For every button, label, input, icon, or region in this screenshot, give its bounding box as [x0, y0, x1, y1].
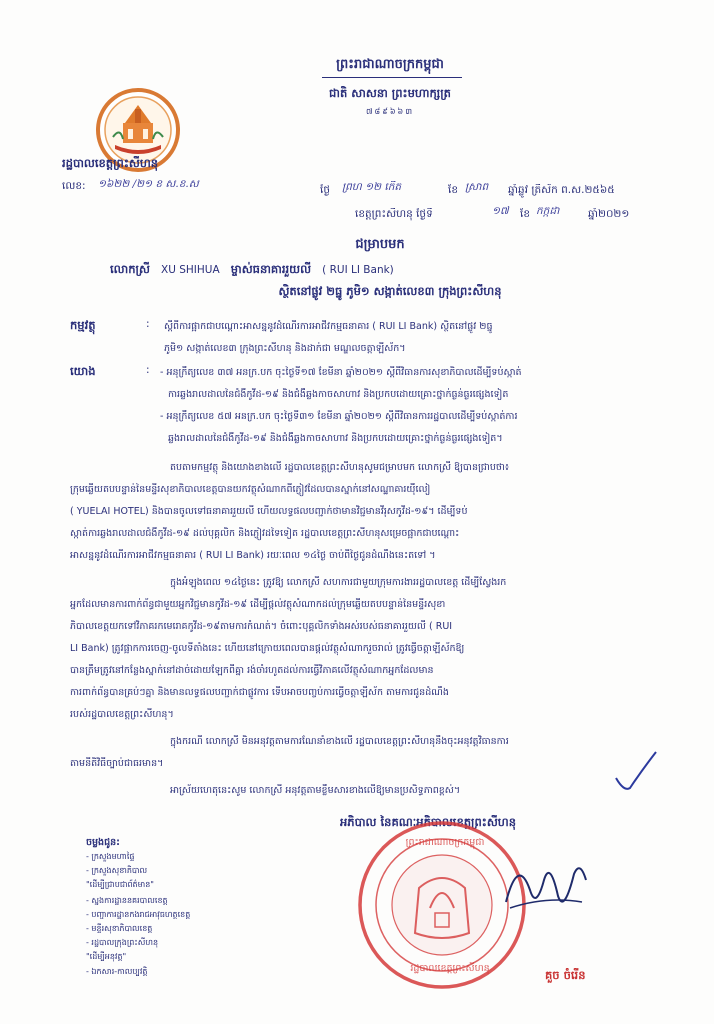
- body-p1-line-4: ស្កាត់ការឆ្លងរាលដាលជំងឺកូវីដ-១៩ ដល់បុគ្គលិក និងភ្ញៀវដទៃទៀត រដ្ឋបាលខេត្តព្រះសីហនុសម្រេចផ្អាកជាបណ្តោះ: [70, 528, 460, 539]
- body-p1-line-1: តបតាមកម្មវត្ថុ និងយោងខាងលើ រដ្ឋបាលខេត្តព្រះសីហនុសូមជម្រាបមក លោកស្រី ឱ្យបានជ្រាបថា៖: [170, 462, 510, 473]
- cc-title: ចម្លងជូន:: [86, 837, 120, 848]
- reference-heading: យោង: [70, 364, 96, 378]
- solar-date-prefix: ខេត្តព្រះសីហនុ ថ្ងៃទី: [355, 208, 433, 220]
- cc-item-6: - មន្ទីរសុខាភិបាលខេត្ត: [86, 924, 153, 933]
- header-ornament: ៧៨៩៦៦៣: [365, 107, 415, 116]
- solar-year: ឆ្នាំ២០២១: [588, 208, 630, 220]
- national-motto: ជាតិ សាសនា ព្រះមហាក្សត្រ: [329, 86, 451, 100]
- body-p2-line-1: ក្នុងអំឡុងពេល ១៤ថ្ងៃនេះ ត្រូវឱ្យ លោកស្រី សហការជាមួយក្រុមការងាររដ្ឋបាលខេត្ត ដើម្បីស្វែងរក: [170, 577, 507, 588]
- reference-number: ១៦២២ /២១ ខ ស.ខ.ស: [98, 178, 199, 190]
- reference-item-2-line-1: - អនុក្រឹត្យលេខ ៥៧ អនក្រ.បក ចុះថ្ងៃទី៣១ ខែមីនា ឆ្នាំ២០២១ ស្តីពីវិធានការរដ្ឋបាលដើម្បីទប់ស្កាត់ការ: [160, 411, 518, 422]
- body-p1-line-2: ក្រុមឆ្លើយតបបន្ទាន់នៃមន្ទីរសុខាភិបាលខេត្តបានយកវត្ថុសំណាកពីភ្ញៀវដែលបានស្នាក់នៅសណ្ឋាគារយ៉ឺលៀ: [70, 484, 431, 495]
- cc-item-2: - ក្រសួងសុខាភិបាល: [86, 866, 148, 875]
- subject-line-2: ភូមិ១ សង្កាត់លេខ៣ ក្រុងព្រះសីហនុ និងដាក់ជា មណ្ឌលចត្តាឡីស័ក។: [164, 343, 406, 354]
- reference-item-1-line-1: - អនុក្រឹត្យលេខ ៣៧ អនក្រ.បក ចុះថ្ងៃទី១៧ ខែមីនា ឆ្នាំ២០២១ ស្តីពីវិធានការសុខាភិបាលដើម្បីទប់ស្កាត់: [160, 367, 522, 378]
- cc-item-3: "ដើម្បីជ្រាបជាព័ត៌មាន": [86, 880, 154, 889]
- subject-label: កម្មវត្ថុ: [70, 318, 96, 332]
- cc-item-4: - ស្នងការដ្ឋាននគរបាលខេត្ត: [86, 896, 168, 905]
- solar-month-handwritten: កក្កដា: [536, 205, 560, 217]
- body-p2-line-2: អ្នកដែលមានការពាក់ព័ន្ធជាមួយអ្នកវិជ្ជមានកូវីដ-១៩ ដើម្បីផ្តល់វត្ថុសំណាកដល់ក្រុមឆ្លើយតបបន្ទាន់នៃមន្ទីរសុខា: [70, 599, 446, 610]
- body-p1-line-5: អាសន្ននូវដំណើរការអាជីវកម្មធនាគារ ( RUI LI Bank) រយៈពេល ១៤ថ្ងៃ ចាប់ពីថ្ងៃជូនដំណឹងនេះតទៅ ។: [70, 550, 436, 561]
- recipient-bank: ( RUI LI Bank): [322, 264, 394, 276]
- cc-item-1: - ក្រសួងមហាផ្ទៃ: [86, 852, 135, 861]
- cc-item-8: "ដើម្បីអនុវត្ត": [86, 952, 127, 961]
- notice-heading: ជម្រាបមក: [355, 237, 405, 252]
- body-p4: អាស្រ័យហេតុនេះសូម លោកស្រី អនុវត្តតាមខ្លឹមសារខាងលើឱ្យមានប្រសិទ្ធភាពខ្ពស់។: [170, 785, 461, 796]
- lunar-date-handwritten: ព្រហ ១២ កើត: [342, 181, 402, 193]
- stamp-bottom-text: រដ្ឋបាលខេត្តព្រះសីហនុ: [410, 963, 490, 974]
- body-p2-line-7: របស់រដ្ឋបាលខេត្តព្រះសីហនុ។: [70, 709, 174, 720]
- stamp-top-text: ព្រះរាជាណាចក្រកម្ពុជា: [405, 837, 485, 848]
- reference-label: លេខ:: [62, 180, 86, 192]
- lunar-date-prefix: ថ្ងៃ: [320, 184, 330, 196]
- solar-month-label: ខែ: [520, 208, 530, 220]
- kingdom-underline: [322, 77, 462, 78]
- recipient-line: [110, 258, 670, 278]
- lunar-month-handwritten: ស្រាព: [465, 181, 489, 193]
- body-p2-line-3: ភិបាលខេត្តយកទៅវិភាគរកមេរោគកូវីដ-១៩តាមការកំណត់។ ចំពោះបុគ្គលិកទាំងអស់របស់ធនាគាររួយលី ( RUI: [70, 621, 453, 632]
- body-p2-line-5: បានត្រឹមត្រូវនៅកន្លែងស្នាក់នៅដាច់ដោយឡែកពីគ្នា រង់ចាំរហូតដល់ការធ្វើវិភាគលើវត្ថុសំណាកអ្នកដែលមាន: [70, 665, 434, 676]
- administration-name: រដ្ឋបាលខេត្តព្រះសីហនុ: [62, 156, 159, 170]
- recipient-address: ស្ថិតនៅផ្លូវ ២ធ្នូ ភូមិ១ សង្កាត់លេខ៣ ក្រុងព្រះសីហនុ: [278, 284, 502, 298]
- reference-colon: :: [146, 364, 150, 376]
- lunar-month-label: ខែ: [448, 184, 458, 196]
- handwritten-signature-icon: [500, 850, 590, 920]
- signatory-title: អភិបាល នៃគណៈអភិបាលខេត្តព្រះសីហនុ: [340, 815, 517, 829]
- subject-colon: :: [146, 318, 150, 330]
- lunar-date-suffix: ឆ្នាំឆ្លូវ ត្រីស័ក ព.ស.២៥៦៥: [508, 184, 615, 196]
- body-p2-line-4: LI Bank) ត្រូវផ្អាកការចេញ-ចូលទីតាំងនេះ ហើយនៅក្រោយពេលបានផ្តល់វត្ថុសំណាករួចរាល់ ត្រូវធ្វើចត្តាឡីស័កឱ្យ: [70, 643, 465, 654]
- body-p1-line-3: ( YUELAI HOTEL) និងបានចូលទៅធនាគាររួយលី ហើយលទ្ធផលបញ្ជាក់ថាមានវិជ្ជមានវីរុសកូវីដ-១៩។ ដើម្បីទប់: [70, 506, 468, 517]
- cc-item-5: - បញ្ជាការដ្ឋានកងរាជអាវុធហត្ថខេត្ត: [86, 910, 191, 919]
- solar-day-handwritten: ១៧: [492, 205, 509, 217]
- reference-item-1-line-2: ការឆ្លងរាលដាលនៃជំងឺកូវីដ-១៩ និងជំងឺឆ្លងកាចសាហាវ និងប្រកបដោយគ្រោះថ្នាក់ធ្ងន់ធ្ងរផ្សេងទៀត: [168, 389, 509, 400]
- kingdom-heading: ព្រះរាជាណាចក្រកម្ពុជា: [336, 57, 444, 72]
- cc-item-7: - រដ្ឋបាលក្រុងព្រះសីហនុ: [86, 938, 159, 947]
- recipient-name: XU SHIHUA: [161, 264, 220, 276]
- handwritten-check-icon: [612, 748, 660, 798]
- subject-line-1: ស្តីពីការផ្អាកជាបណ្តោះអាសន្ននូវដំណើរការអាជីវកម្មធនាគារ ( RUI LI Bank) ស្ថិតនៅផ្លូវ ២ធ្នូ: [164, 321, 493, 332]
- recipient-title: លោកស្រី: [110, 262, 150, 276]
- body-p3-line-2: តាមនីតិវិធីច្បាប់ជាធរមាន។: [70, 758, 164, 769]
- recipient-role: ម្ចាស់ធនាគាររួយលី: [230, 262, 312, 276]
- body-p2-line-6: ការពាក់ព័ន្ធបានគ្រប់ៗគ្នា និងមានលទ្ធផលបញ្ជាក់ជាផ្លូវការ ទើបអាចបញ្ចប់ការធ្វើចត្តាឡីស័ក តាមការជូនដំណឹង: [70, 687, 449, 698]
- body-p3-line-1: ក្នុងករណី លោកស្រី មិនអនុវត្តតាមការណែនាំខាងលើ រដ្ឋបាលខេត្តព្រះសីហនុនឹងចុះអនុវត្តវិធានការ: [170, 736, 509, 747]
- signatory-name: គួច ចំរើន: [545, 968, 586, 982]
- cc-item-9: - ឯកសារ-កាលប្បវត្តិ: [86, 967, 148, 976]
- reference-item-2-line-2: ឆ្លងរាលដាលនៃជំងឺកូវីដ-១៩ និងជំងឺឆ្លងកាចសាហាវ និងប្រកបដោយគ្រោះថ្នាក់ធ្ងន់ធ្ងរផ្សេងទៀត។: [168, 433, 503, 444]
